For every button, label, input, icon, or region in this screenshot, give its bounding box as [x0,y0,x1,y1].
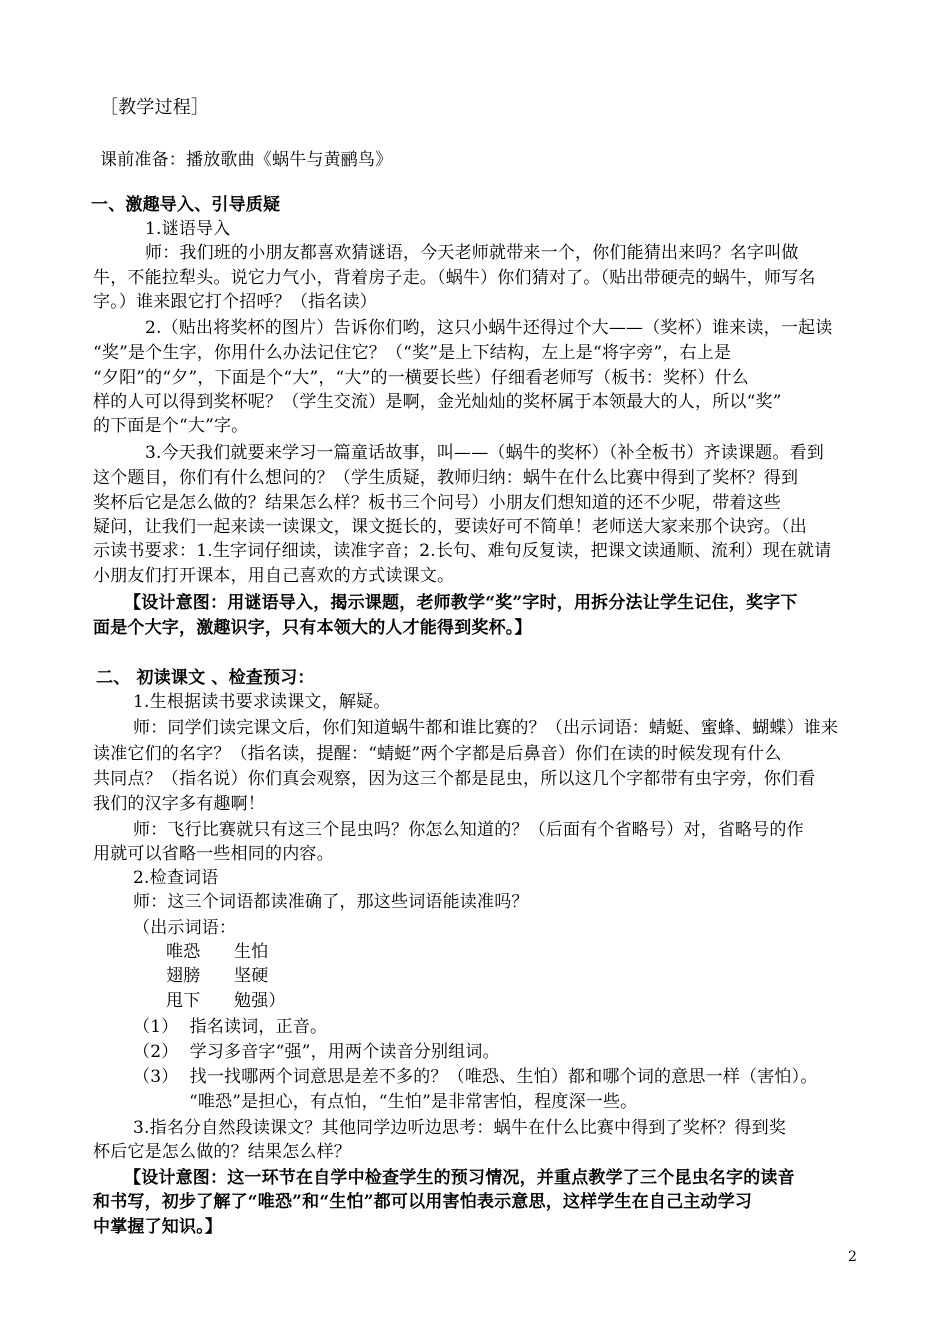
paragraph-line: 小朋友们打开课本，用自己喜欢的方式读课文。 [93,566,455,586]
design-intent-line: 和书写，初步了解了“唯恐”和“生怕”都可以用害怕表示意思，这样学生在自己主动学习 [93,1192,753,1212]
paragraph-line: 读准它们的名字？（指名读，提醒：“蜻蜓”两个字都是后鼻音）你们在读的时候发现有什么 [93,744,782,764]
paragraph-line: 共同点？（指名说）你们真会观察，因为这三个都是昆虫，所以这几个字都带有虫字旁，你们看 [93,769,816,789]
paragraph-line: 我们的汉字多有趣啊！ [93,794,265,814]
page-number: 2 [848,1249,857,1265]
paragraph-line: 1.谜语导入 [145,219,231,239]
paragraph-line: 字。）谁来跟它打个招呼？（指名读） [93,292,377,312]
paragraph-line: 师：我们班的小朋友都喜欢猜谜语，今天老师就带来一个，你们能猜出来吗？名字叫做 [145,243,799,263]
design-intent-line: 【设计意图：用谜语导入，揭示课题，老师教学“奖”字时，用拆分法让学生记住，奖字下 [124,593,798,613]
word-pair: 翅膀 坚硬 [166,966,269,986]
paragraph-line: 这个题目，你们有什么想问的？（学生质疑，教师归纳：蜗牛在什么比赛中得到了奖杯？得到 [93,468,799,488]
paragraph-line: 1.生根据读书要求读课文，解疑。 [133,692,391,712]
paragraph-line: 示读书要求：1.生字词仔细读，读准字音；2.长句、难句反复读，把课文读通顺、流利）现在就请 [93,541,832,561]
numbered-step: （3） 找一找哪两个词意思是差不多的？（唯恐、生怕）都和哪个词的意思一样（害怕）。 [133,1067,818,1087]
paragraph-line: 2.（贴出将奖杯的图片）告诉你们哟，这只小蜗牛还得过个大——（奖杯）谁来读，一起读 [145,318,833,338]
design-intent-line: 面是个大字，激趣识字，只有本领大的人才能得到奖杯。】 [93,618,532,638]
paragraph-line: 师：飞行比赛就只有这三个昆虫吗？你怎么知道的？（后面有个省略号）对，省略号的作 [133,820,804,840]
paragraph-line: “夕阳”的“夕”，下面是个“大”，“大”的一横要长些）仔细看老师写（板书：奖杯）什么 [93,368,749,388]
paragraph-line: 杯后它是怎么做的？结果怎么样？ [93,1142,351,1162]
numbered-step: （2） 学习多音字“强”，用两个读音分别组词。 [133,1042,500,1062]
paragraph-line: 师：同学们读完课文后，你们知道蜗牛都和谁比赛的？（出示词语：蜻蜓、蜜蜂、蝴蝶）谁来 [133,718,839,738]
paragraph-line: 3.今天我们就要来学习一篇童话故事，叫——（蜗牛的奖杯）（补全板书）齐读课题。看到 [145,443,824,463]
design-intent-line: 【设计意图：这一环节在自学中检查学生的预习情况，并重点教学了三个昆虫名字的读音 [124,1168,795,1188]
numbered-step: （1） 指名读词，正音。 [133,1017,328,1037]
paragraph-line: 3.指名分自然段读课文？其他同学边听边思考：蜗牛在什么比赛中得到了奖杯？得到奖 [133,1118,787,1138]
paragraph-line: 疑问，让我们一起来读一读课文，课文挺长的，要读好可不简单！老师送大家来那个诀窍。（出 [93,517,807,537]
paragraph-line: （出示词语： [133,918,237,938]
paragraph-line: 的下面是个“大”字。 [93,416,249,436]
word-pair: 唯恐 生怕 [166,942,269,962]
paragraph-line: “奖”是个生字，你用什么办法记住它？（“奖”是上下结构，左上是“将字旁”，右上是 [93,343,732,363]
section-2-title: 二、 初读课文 、检查预习： [96,668,315,688]
paragraph-line: “唯恐”是担心，有点怕，“生怕”是非常害怕，程度深一些。 [189,1092,638,1112]
teaching-process-heading: ［教学过程］ [100,97,210,118]
paragraph-line: 样的人可以得到奖杯呢？（学生交流）是啊，金光灿灿的奖杯属于本领最大的人，所以“奖” [93,392,782,412]
paragraph-line: 用就可以省略一些相同的内容。 [93,844,334,864]
paragraph-line: 奖杯后它是怎么做的？结果怎么样？板书三个问号）小朋友们想知道的还不少呢，带着这些 [93,493,781,513]
pre-class-preparation: 课前准备：播放歌曲《蜗牛与黄鹂鸟》 [100,150,393,170]
word-pair: 甩下 勉强） [166,991,286,1011]
design-intent-line: 中掌握了知识。】 [93,1217,223,1237]
section-1-title: 一、激趣导入、引导质疑 [91,195,281,215]
paragraph-line: 师：这三个词语都读准确了，那这些词语能读准吗？ [133,892,529,912]
paragraph-line: 牛，不能拉犁头。说它力气小，背着房子走。（蜗牛）你们猜对了。（贴出带硬壳的蜗牛，师写名 [93,268,816,288]
paragraph-line: 2.检查词语 [133,868,219,888]
